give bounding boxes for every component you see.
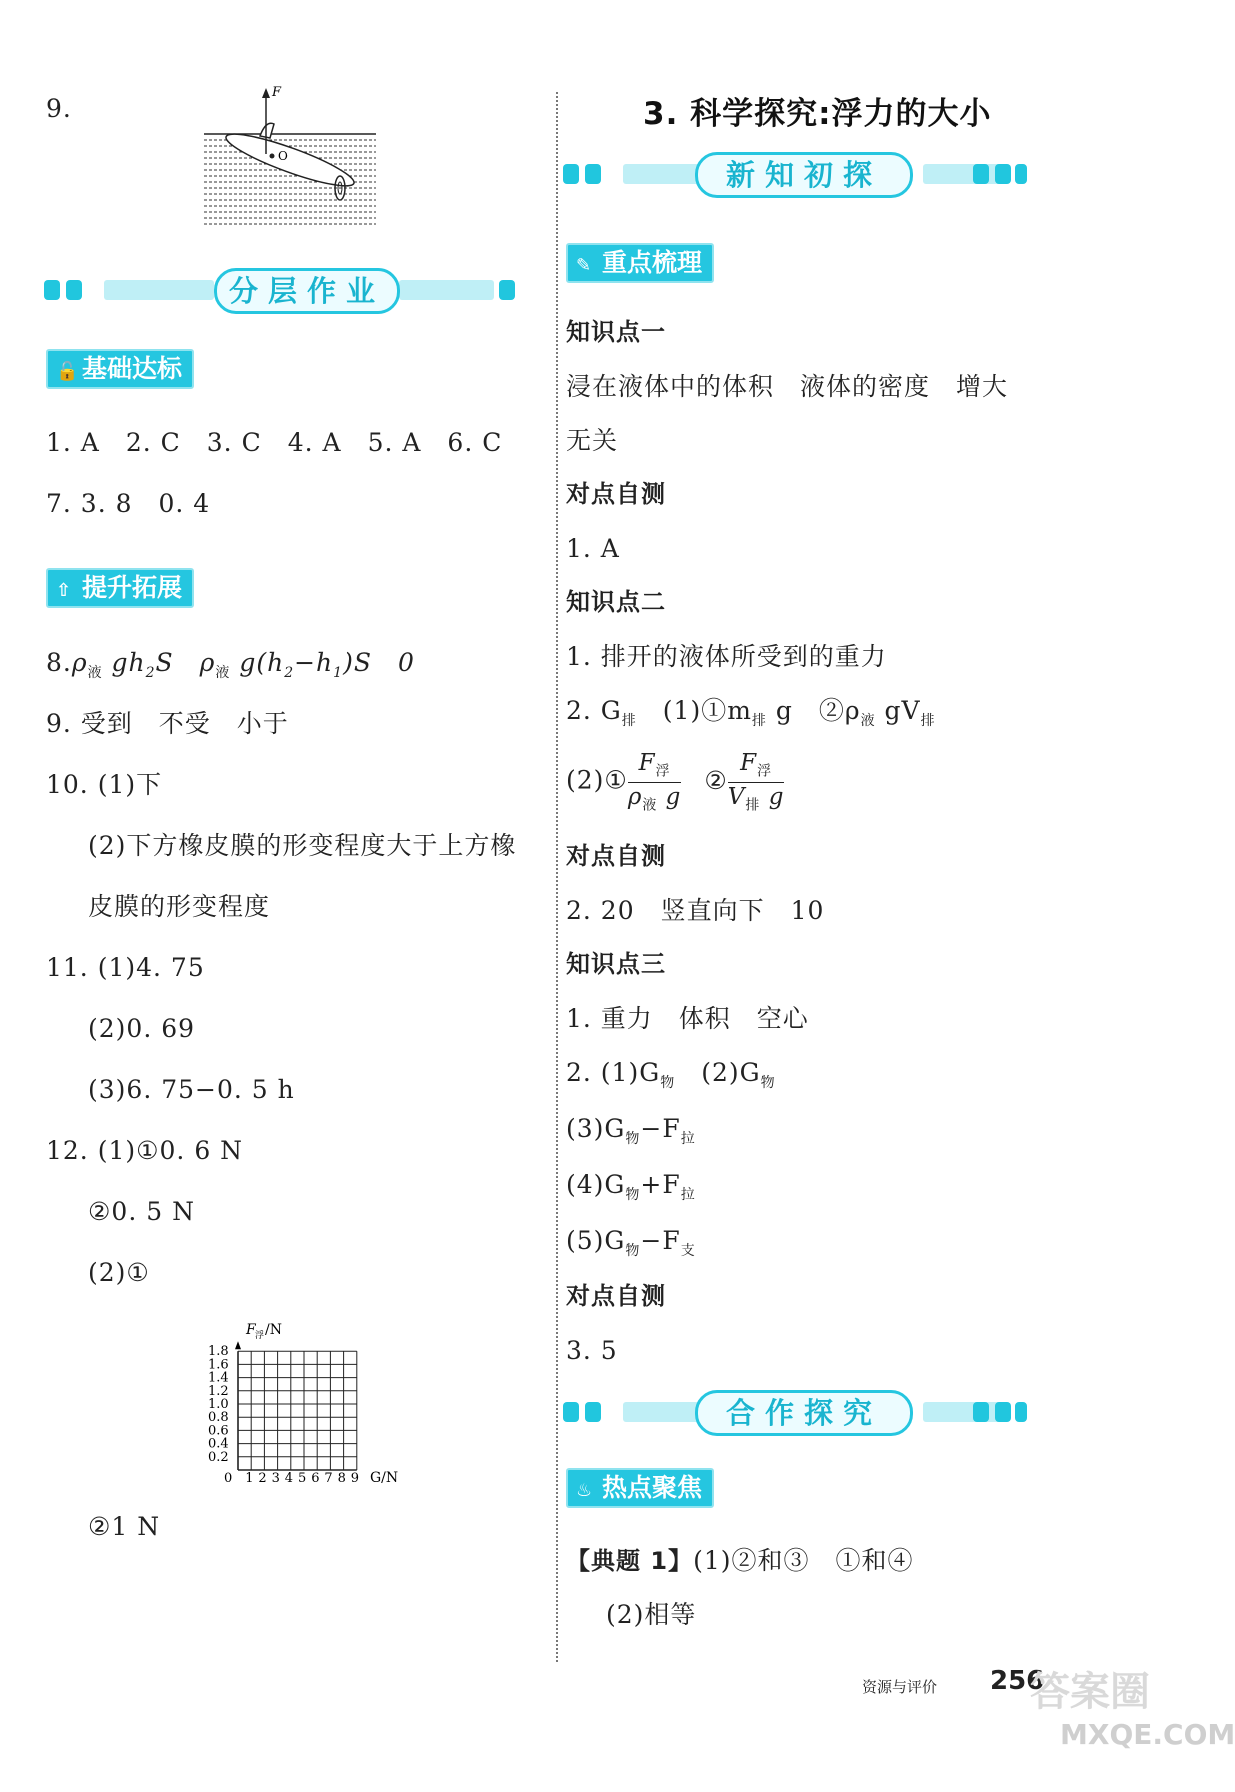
answer-11-3: (3)6. 75−0. 5 h	[88, 1075, 295, 1104]
graph-ytick: 0.8	[208, 1410, 229, 1426]
page-number: 256	[990, 1666, 1045, 1696]
graph-origin: 0	[224, 1471, 233, 1486]
kp3-line2: 2. $(1)G_物$ $(2)G_物$	[566, 1058, 776, 1091]
kp2-line2: 2. $G_排$ $(1)①m_排$ g $②\rho_液$ $gV_排$	[566, 696, 936, 729]
tag-hot	[566, 1468, 714, 1508]
answer-12-1: 12. (1)①0. 6 N	[46, 1136, 244, 1165]
answer-8: $8.\rho_液$ $gh_2S$ $\rho_液$ $g(h_2-h_1)S$ 0	[46, 648, 415, 681]
answer-10-1: 10. (1)下	[46, 770, 163, 799]
answer-10-2a: (2)下方橡皮膜的形变程度大于上方橡	[88, 831, 517, 860]
kp2-line1: 1. 排开的液体所受到的重力	[566, 642, 887, 671]
banner-layered-label: 分层作业	[214, 268, 400, 314]
graph-ytick: 1.4	[208, 1370, 229, 1386]
answer-11-2: (2)0. 69	[88, 1014, 196, 1043]
selftest-2: 2. 20 竖直向下 10	[566, 896, 825, 925]
example-1-line2: (2)相等	[606, 1600, 697, 1629]
kp2-heading: 知识点二	[566, 588, 666, 616]
graph-xtick: 9	[350, 1471, 360, 1486]
graph-ytick: 1.8	[208, 1344, 229, 1360]
answer-12-2: ②0. 5 N	[88, 1197, 195, 1226]
graph-ylabel: F	[246, 1322, 256, 1338]
graph-xtick: 5	[298, 1471, 307, 1486]
banner-new	[563, 152, 1033, 196]
graph-ylabel-sub: 浮	[255, 1331, 265, 1341]
kp3-heading: 知识点三	[566, 950, 666, 978]
kp1-line1: 浸在液体中的体积 液体的密度 增大	[566, 372, 1009, 401]
selftest-heading-1: 对点自测	[566, 480, 666, 508]
banner-coop	[563, 1390, 1033, 1434]
graph-xlabel: G/N	[370, 1470, 399, 1486]
column-divider	[556, 92, 558, 1662]
graph-ytick: 0.2	[208, 1449, 229, 1465]
tag-key	[566, 243, 714, 283]
selftest-heading-3: 对点自测	[566, 1282, 666, 1310]
banner-coop-label: 合作探究	[695, 1390, 913, 1436]
lock-icon: 🔓	[56, 361, 79, 382]
kp3-line3: $(3)G_物-F_拉$	[566, 1114, 696, 1147]
basic-answers-2: 7. 3. 8 0. 4	[46, 489, 211, 518]
kp3-line5: $(5)G_物-F_支$	[566, 1226, 696, 1259]
answer-9: 9. 受到 不受 小于	[46, 709, 289, 738]
q9-label: 9.	[46, 94, 72, 123]
kp1-line2: 无关	[566, 426, 619, 455]
kp1-heading: 知识点一	[566, 318, 666, 346]
graph-xtick: 4	[284, 1471, 294, 1486]
graph-ytick: 0.4	[208, 1436, 229, 1452]
kp3-line1: 1. 重力 体积 空心	[566, 1004, 809, 1033]
answer-10-2b: 皮膜的形变程度	[88, 892, 271, 921]
selftest-1: 1. A	[566, 534, 620, 563]
buoyancy-graph	[200, 1318, 420, 1488]
graph-xtick: 7	[324, 1471, 333, 1486]
graph-ytick: 1.6	[208, 1357, 229, 1373]
tag-key-label: 重点梳理	[602, 248, 703, 277]
footer-label: 资源与评价	[862, 1678, 938, 1696]
graph-ytick: 1.0	[208, 1397, 229, 1412]
basic-answers-1: 1. A 2. C 3. C 4. A 5. A 6. C	[46, 428, 503, 457]
force-label: F	[272, 85, 282, 100]
banner-new-label: 新知初探	[695, 152, 913, 198]
graph-xtick: 6	[311, 1471, 320, 1486]
selftest-3: 3. 5	[566, 1336, 618, 1365]
tag-improve-label: 提升拓展	[82, 573, 183, 602]
tag-improve	[46, 568, 194, 608]
page-title: 3. 科学探究:浮力的大小	[643, 96, 992, 132]
answer-11-1: 11. (1)4. 75	[46, 953, 205, 982]
tag-basic	[46, 349, 194, 389]
answer-12-4: ②1 N	[88, 1512, 161, 1541]
kp2-line3: (2)① $\frac{F_浮}{\rho_液 g}$ ② $\frac{F_浮}{V_排 g}$	[566, 750, 785, 814]
answer-12-3: (2)①	[88, 1258, 150, 1287]
graph-ytick: 0.6	[208, 1423, 229, 1439]
tag-hot-label: 热点聚焦	[602, 1473, 703, 1502]
tag-basic-label: 基础达标	[82, 354, 183, 383]
watermark-url: MXQE.COM	[1060, 1718, 1235, 1751]
point-label: O	[278, 149, 288, 163]
graph-ylabel-unit: /N	[265, 1322, 282, 1338]
watermark-logo: 答案圈	[1030, 1669, 1150, 1715]
banner-layered	[44, 268, 514, 312]
flame-icon: ♨	[576, 1480, 593, 1501]
graph-xtick: 3	[271, 1471, 280, 1486]
graph-ytick: 1.2	[208, 1383, 229, 1399]
graph-xtick: 2	[258, 1471, 267, 1486]
graph-xtick: 1	[245, 1471, 254, 1486]
kp3-line4: $(4)G_物+F_拉$	[566, 1170, 696, 1203]
example-1-line1: 【典题 1】(1)②和③ ①和④	[566, 1546, 914, 1575]
pencil-icon: ✎	[576, 255, 592, 276]
up-arrow-icon: ⇧	[56, 580, 72, 601]
q9-figure	[200, 85, 390, 238]
selftest-heading-2: 对点自测	[566, 842, 666, 870]
graph-xtick: 8	[337, 1471, 346, 1486]
